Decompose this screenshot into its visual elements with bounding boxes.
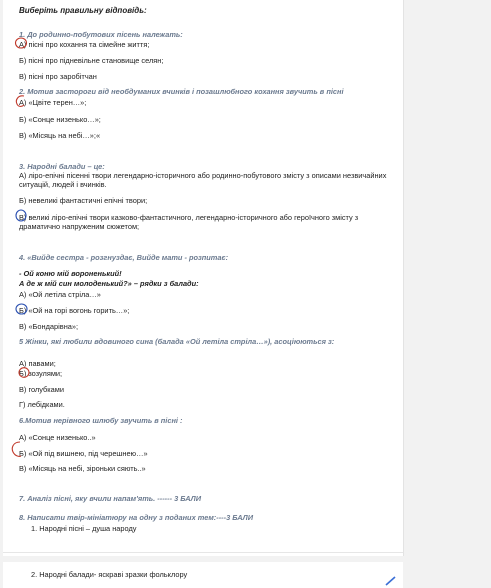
q4-option-a: А) «Ой летіла стріла…» xyxy=(19,290,101,299)
edit-pencil-icon[interactable] xyxy=(384,576,398,586)
q1-option-a: А) пісні про кохання та сімейне життя; xyxy=(19,40,150,49)
q1-option-c: В) пісні про заробітчан xyxy=(19,72,97,81)
q4-title: 4. «Вийде сестра - розгнуздає, Вийде мати - розпитає: xyxy=(19,253,229,262)
q6-option-a: А) «Сонце низенько..» xyxy=(19,433,96,442)
q4-quote-line1: - Ой коню мій вороненький! xyxy=(19,269,122,278)
q2-option-c: В) «Місяць на небі…»;« xyxy=(19,131,101,140)
answer-circle-mark xyxy=(14,208,28,223)
q5-title: 5 Жінки, які любили вдовиного сина (балада «Ой летіла стріла…»), асоціюються з: xyxy=(19,337,335,346)
q5-option-c: В) голубками xyxy=(19,385,64,394)
q3-option-c: В) великі ліро-епічні твори казково-фантастичного, легендарно-історичного або героїчного змісту з драматично напруженим сюжетом; xyxy=(19,213,359,231)
worksheet-page-continued xyxy=(3,562,403,588)
answer-circle-mark xyxy=(14,36,28,50)
q7-title: 7. Аналіз пісні, яку вчили напам'ять. ------ 3 БАЛИ xyxy=(19,494,202,503)
q8-topic-1: 1. Народні пісні – душа народу xyxy=(31,524,137,533)
q1-option-b: Б) пісні про підневільне становище селян; xyxy=(19,56,164,65)
worksheet-page xyxy=(3,0,404,556)
q2-option-b: Б) «Сонце низенько…»; xyxy=(19,115,101,124)
q8-topic-2: 2. Народні балади- яскраві зразки фольклору xyxy=(31,570,188,579)
answer-circle-mark xyxy=(14,94,28,109)
q2-option-a: А) «Цвіте терен…»; xyxy=(19,98,87,107)
q1-title: 1. До родинно-побутових пісень належать: xyxy=(19,30,183,39)
q4-quote-line2: А де ж мій син молоденький?» – рядки з балади: xyxy=(19,279,199,288)
q8-title: 8. Написати твір-мініатюру на одну з поданих тем:----3 БАЛИ xyxy=(19,513,254,522)
q5-option-b: Б) зозулями; xyxy=(19,369,63,378)
answer-circle-mark xyxy=(17,366,31,379)
q4-option-c: В) «Бондарівна»; xyxy=(19,322,79,331)
q5-option-a: А) павами; xyxy=(19,359,56,368)
q3-title: 3. Народні балади – це: xyxy=(19,162,105,171)
q5-option-d: Г) лебідками. xyxy=(19,400,65,409)
instruction: Виберіть правильну відповідь: xyxy=(19,6,147,15)
answer-circle-mark xyxy=(8,440,24,460)
q6-title: 6.Мотив нерівного шлюбу звучить в пісні : xyxy=(19,416,183,425)
q6-option-b: Б) «Ой під вишнею, під черешнею…» xyxy=(19,449,148,458)
page-divider xyxy=(3,552,403,553)
q3-option-b: Б) невеликі фантастичні епічні твори; xyxy=(19,196,148,205)
answer-circle-mark xyxy=(14,302,29,316)
q6-option-c: В) «Місяць на небі, зіроньки сяють..» xyxy=(19,464,146,473)
q2-title: 2. Мотив застороги від необдуманих вчинків і позашлюбного кохання звучить в пісні xyxy=(19,87,344,96)
q4-option-b: Б) «Ой на горі вогонь горить…»; xyxy=(19,306,130,315)
q3-option-a: А) ліро-епічні пісенні твори легендарно-історичного або родинно-побутового змісту з описами незвичайних ситуацій, людей і вчинків. xyxy=(19,171,387,189)
